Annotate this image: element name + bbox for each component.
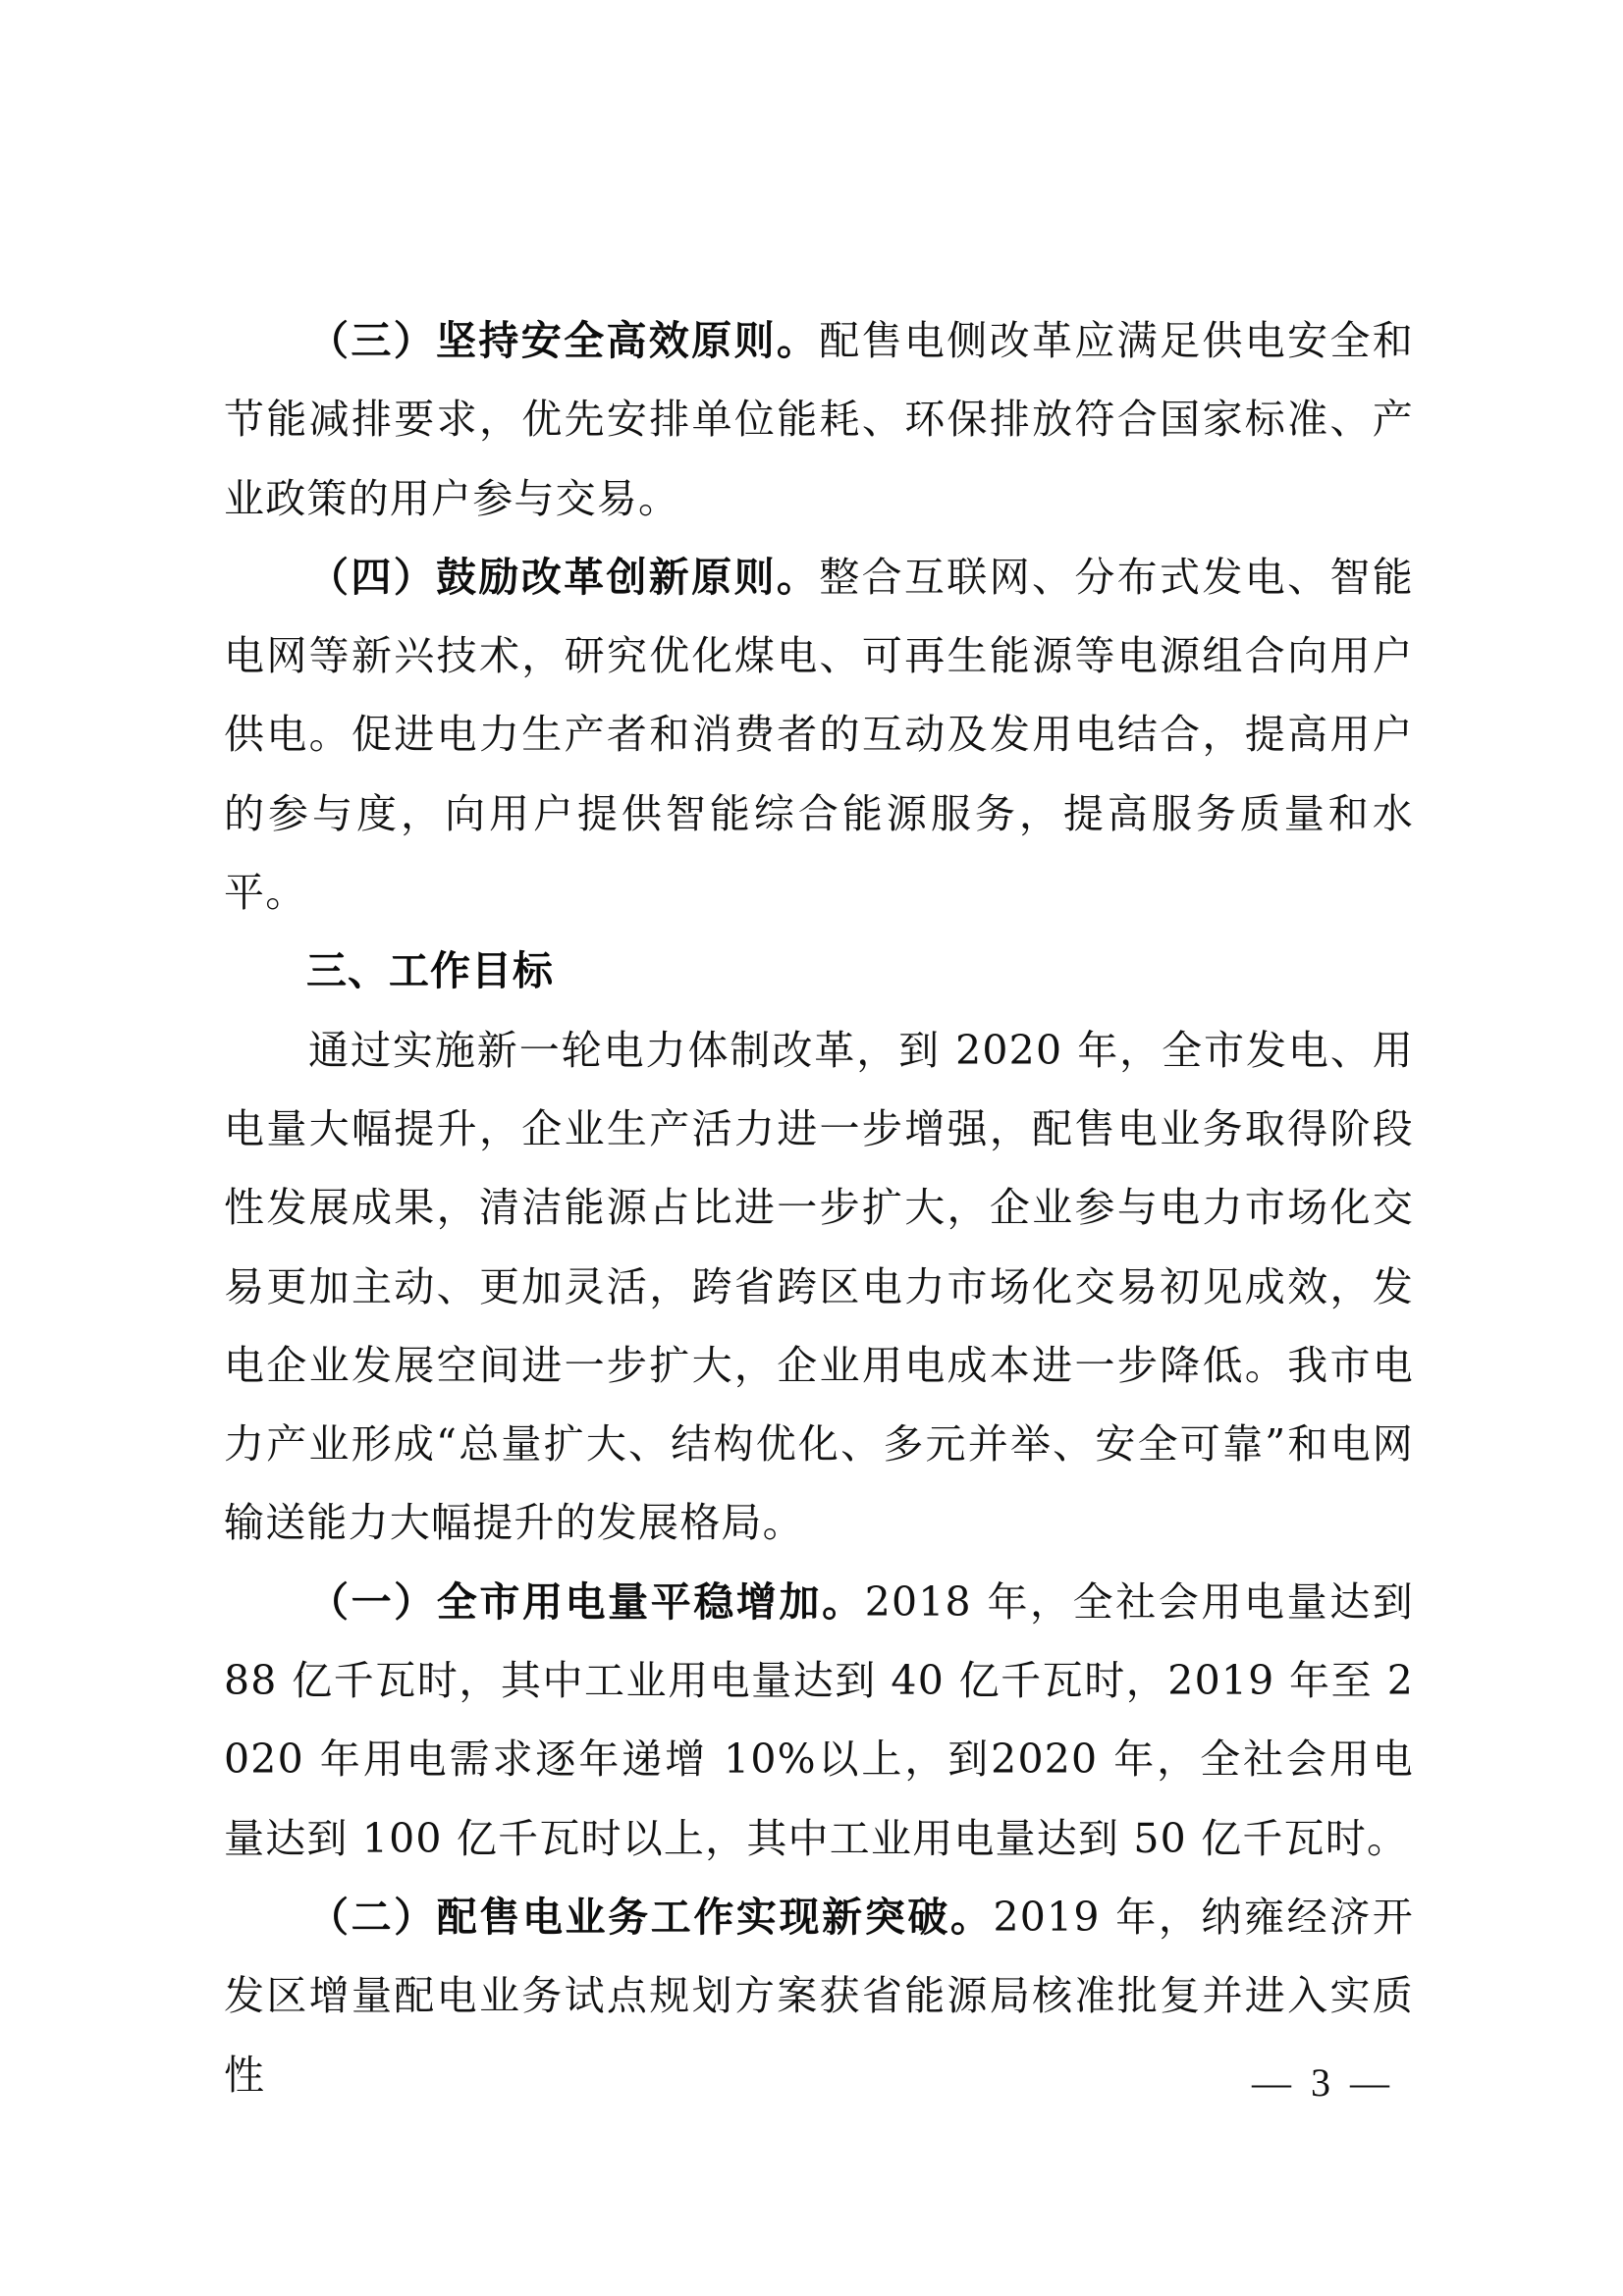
paragraph-goal-distribution-business bbox=[224, 1878, 1414, 2114]
paragraph-goal-electricity-consumption bbox=[224, 1563, 1414, 1878]
document-body bbox=[224, 301, 1414, 2114]
paragraph-text: 配售电侧改革应满足供电安全和节能减排要求，优先安排单位能耗、环保排放符合国家标准、产业政策的用户参与交易。 bbox=[224, 317, 1414, 522]
subsection-title: （二）配售电业务工作实现新突破。 bbox=[308, 1893, 994, 1941]
paragraph-principle-innovation bbox=[224, 538, 1414, 932]
paragraph-principle-safety-efficiency bbox=[224, 301, 1414, 538]
subsection-title: （三）坚持安全高效原则。 bbox=[308, 317, 820, 364]
paragraph-text: 2018 年，全社会用电量达到 88 亿千瓦时，其中工业用电量达到 40 亿千瓦时，2019 年至 2020 年用电需求逐年递增 10%以上，到2020 年，全社会用电量达到 100 亿千瓦时以上，其中工业用电量达到 50 亿千瓦时。 bbox=[224, 1577, 1414, 1862]
subsection-title: （四）鼓励改革创新原则。 bbox=[308, 553, 820, 601]
subsection-title: （一）全市用电量平稳增加。 bbox=[308, 1577, 865, 1626]
paragraph-text: 整合互联网、分布式发电、智能电网等新兴技术，研究优化煤电、可再生能源等电源组合向用户供电。促进电力生产者和消费者的互动及发用电结合，提高用户的参与度，向用户提供智能综合能源服务，提高服务质量和水平。 bbox=[224, 553, 1414, 917]
paragraph-goals-overview bbox=[224, 1011, 1414, 1563]
section-heading-work-goals: 三、工作目标 bbox=[306, 947, 554, 995]
paragraph-text: 2019 年，纳雍经济开发区增量配电业务试点规划方案获省能源局核准批复并进入实质性 bbox=[224, 1893, 1415, 2099]
paragraph-text: 通过实施新一轮电力体制改革，到 2020 年，全市发电、用电量大幅提升，企业生产活力进一步增强，配售电业务取得阶段性发展成果，清洁能源占比进一步扩大，企业参与电力市场化交易更加主动、更加灵活，跨省跨区电力市场化交易初见成效，发电企业发展空间进一步扩大，企业用电成本进一步降低。我市电力产业形成“总量扩大、结构优化、多元并举、安全可靠”和电网输送能力大幅提升的发展格局。 bbox=[224, 1026, 1414, 1547]
page-number: — 3 — bbox=[1252, 2060, 1389, 2105]
